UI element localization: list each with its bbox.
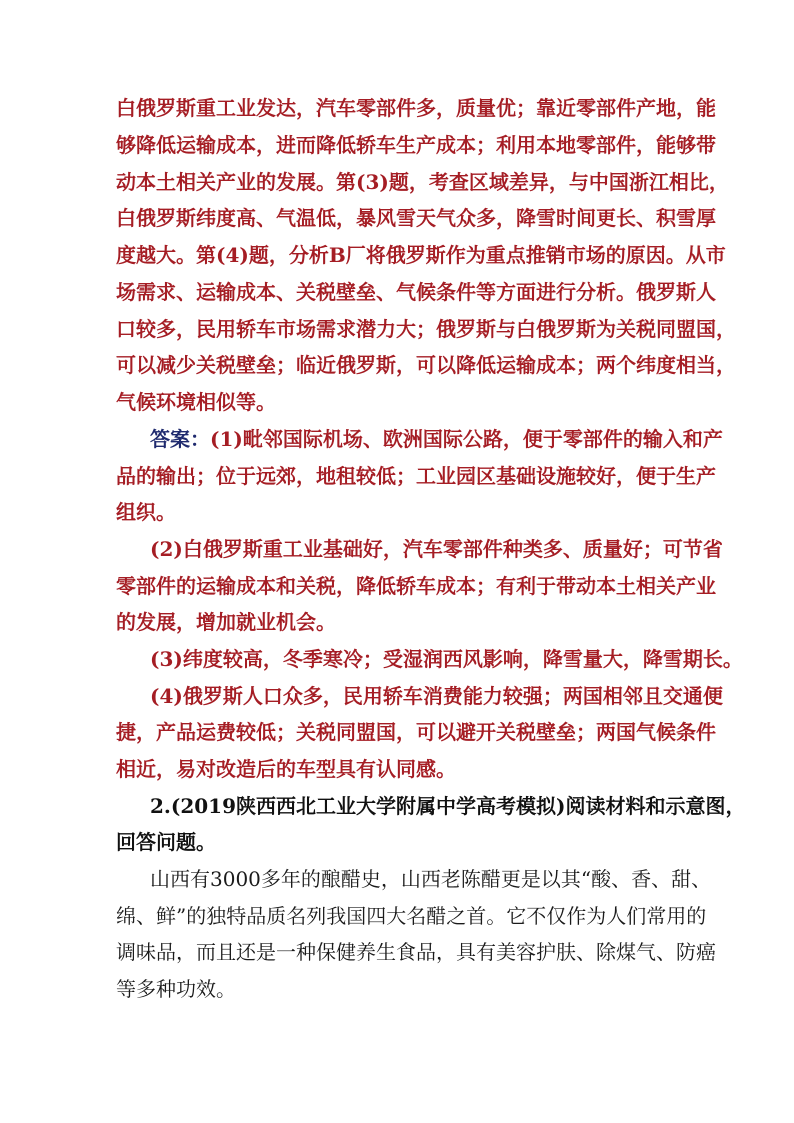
answer-p1-line: 品的输出；位于远郊，地租较低；工业园区基础设施较好，便于生产 bbox=[116, 464, 716, 488]
analysis-line: 度越大。第(4)题，分析B厂将俄罗斯作为重点推销市场的原因。从市 bbox=[116, 243, 726, 267]
answer-p2-line: 的发展，增加就业机会。 bbox=[116, 610, 336, 634]
material-line: 山西有3000多年的酿醋史，山西老陈醋更是以其“酸、香、甜、 bbox=[150, 867, 712, 891]
answer-p1-line bbox=[150, 427, 723, 451]
question-number: 2. bbox=[150, 794, 171, 818]
analysis-line: 动本土相关产业的发展。第(3)题，考查区域差异，与中国浙江相比， bbox=[116, 170, 729, 194]
analysis-line: 场需求、运输成本、关税壁垒、气候条件等方面进行分析。俄罗斯人 bbox=[116, 280, 716, 304]
question-2-header bbox=[150, 794, 746, 818]
material-line: 等多种功效。 bbox=[116, 977, 236, 1001]
material-line: 绵、鲜”的独特品质名列我国四大名醋之首。它不仅作为人们常用的 bbox=[116, 904, 707, 928]
answer-label: 答案： bbox=[150, 427, 210, 451]
question-source: (2019陕西西北工业大学附属中学高考模拟)阅读材料和示意图， bbox=[170, 794, 746, 818]
material-line: 调味品，而且还是一种保健养生食品，具有美容护肤、除煤气、防癌 bbox=[116, 940, 716, 964]
analysis-line: 够降低运输成本，进而降低轿车生产成本；利用本地零部件，能够带 bbox=[116, 133, 716, 157]
answer-p2-line: (2)白俄罗斯重工业基础好，汽车零部件种类多、质量好；可节省 bbox=[150, 537, 723, 561]
answer-p4-line: 捷，产品运费较低；关税同盟国，可以避开关税壁垒；两国气候条件 bbox=[116, 720, 716, 744]
answer-p2-line: 零部件的运输成本和关税，降低轿车成本；有利于带动本土相关产业 bbox=[116, 574, 716, 598]
analysis-line: 口较多，民用轿车市场需求潜力大；俄罗斯与白俄罗斯为关税同盟国， bbox=[116, 317, 736, 341]
analysis-line: 白俄罗斯纬度高、气温低，暴风雪天气众多，降雪时间更长、积雪厚 bbox=[116, 206, 716, 230]
analysis-line: 白俄罗斯重工业发达，汽车零部件多，质量优；靠近零部件产地，能 bbox=[116, 96, 716, 120]
answer-p4-line: (4)俄罗斯人口众多，民用轿车消费能力较强；两国相邻且交通便 bbox=[150, 684, 723, 708]
answer-p4-line: 相近，易对改造后的车型具有认同感。 bbox=[116, 757, 456, 781]
answer-p1-text: (1)毗邻国际机场、欧洲国际公路，便于零部件的输入和产 bbox=[210, 427, 723, 451]
answer-p3-line: (3)纬度较高，冬季寒冷；受湿润西风影响，降雪量大，降雪期长。 bbox=[150, 647, 743, 671]
answer-p1-line: 组织。 bbox=[116, 500, 176, 524]
analysis-line: 气候环境相似等。 bbox=[116, 390, 276, 414]
analysis-line: 可以减少关税壁垒；临近俄罗斯，可以降低运输成本；两个纬度相当， bbox=[116, 353, 736, 377]
question-2-prompt: 回答问题。 bbox=[116, 830, 216, 854]
